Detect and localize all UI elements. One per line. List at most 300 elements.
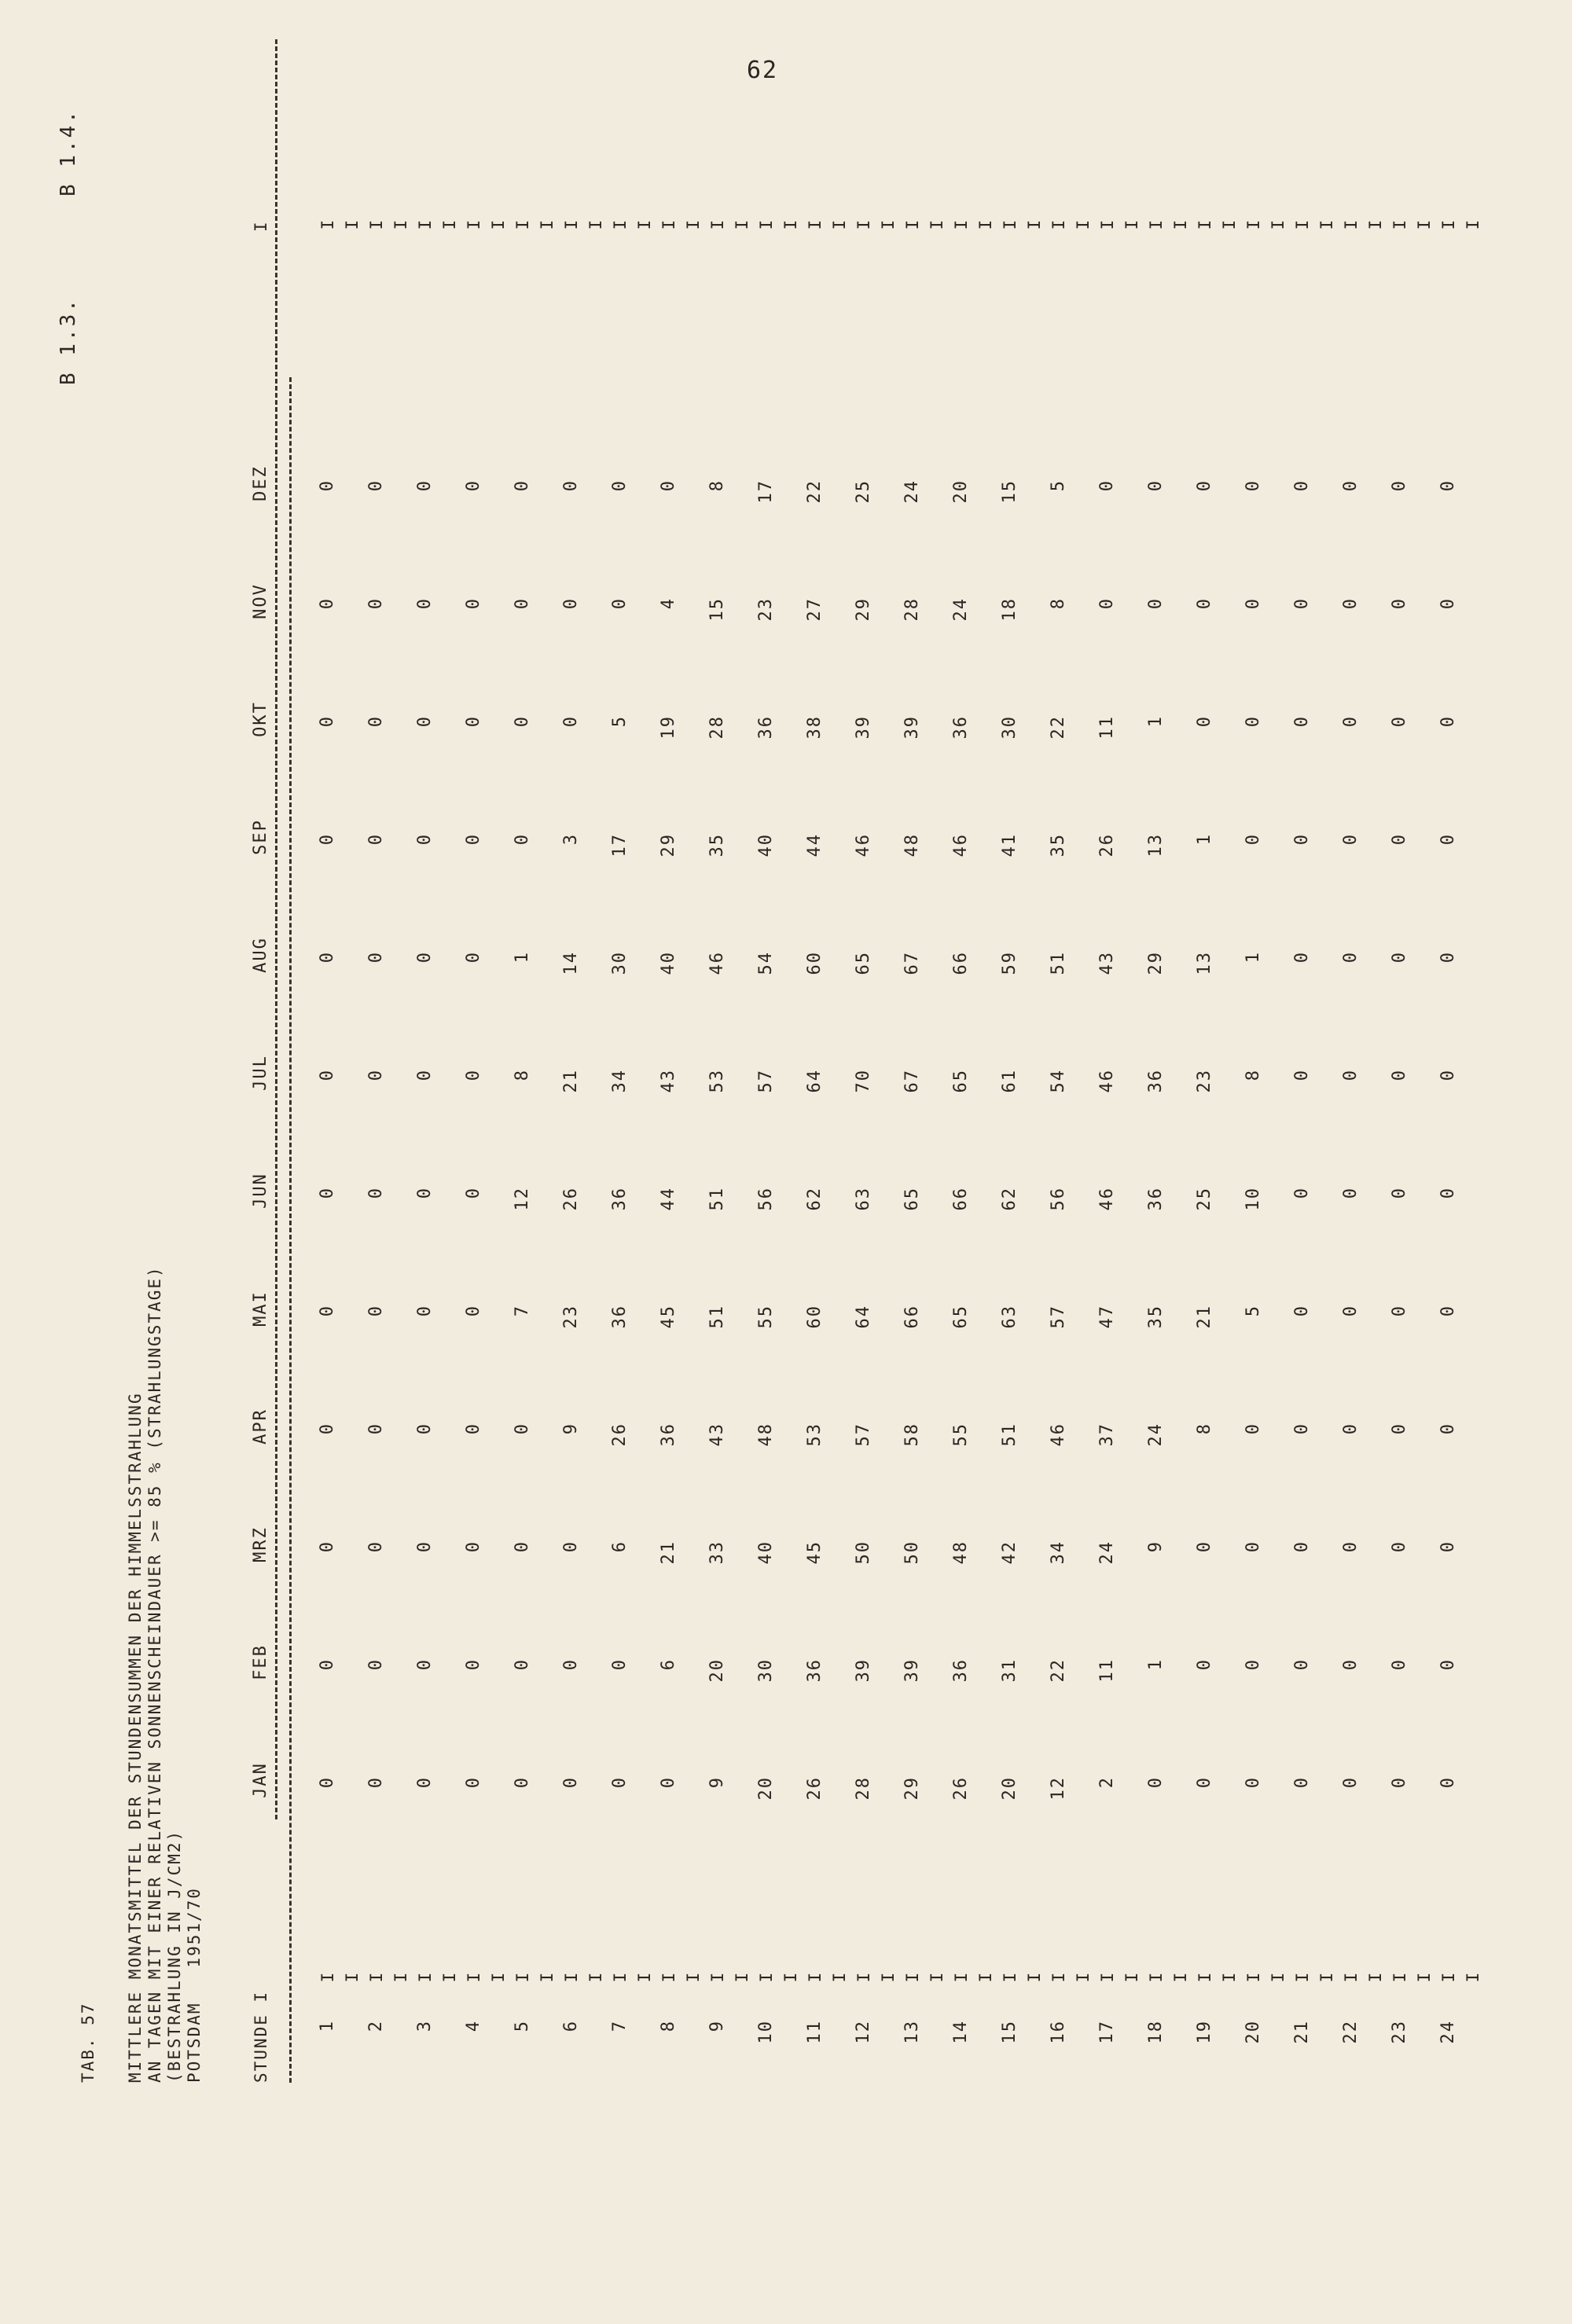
table-cell: 0 [1292,833,1312,846]
table-cell: 45 [659,1305,678,1329]
table-cell: 0 [1390,715,1409,728]
table-cell: 48 [902,833,922,857]
month-header-apr: APR [251,1408,270,1445]
table-cell: 61 [1000,1069,1019,1093]
table-cell: 29 [902,1776,922,1801]
table-cell: 66 [951,951,971,975]
table-cell: 57 [1049,1305,1068,1329]
table-cell: 46 [1097,1069,1117,1093]
row-end-marker: I [1147,218,1166,230]
row-separator-marker: I [1147,1970,1166,1983]
table-cell: 0 [610,1658,630,1671]
table-cell: 55 [756,1305,776,1329]
table-cell: 8 [1195,1423,1214,1435]
table-cell: 36 [1146,1187,1166,1211]
table-cell: 59 [1000,951,1019,975]
row-end-marker: I [1074,218,1093,230]
table-cell: 43 [707,1423,727,1447]
title-line-3: (BESTRAHLUNG IN J/CM2) [165,1829,184,2083]
table-cell: 54 [1049,1069,1068,1093]
row-separator-marker: I [1025,1970,1044,1983]
row-separator-marker: I [538,1970,556,1983]
row-end-marker: I [611,218,630,230]
table-cell: 39 [902,1658,922,1683]
table-cell: 0 [318,1540,337,1553]
table-cell: 0 [366,833,386,846]
table-cell: 48 [756,1423,776,1447]
table-cell: 0 [366,1423,386,1435]
table-cell: 24 [902,479,922,504]
row-separator-marker: I [416,1970,435,1983]
table-cell: 0 [318,1069,337,1081]
row-separator-marker: I [1317,1970,1336,1983]
table-cell: 51 [707,1305,727,1329]
table-cell: 21 [1195,1305,1214,1329]
table-cell: 29 [659,833,678,857]
table-cell: 0 [1195,479,1214,492]
table-cell: 15 [707,597,727,622]
row-separator-marker: I [684,1970,703,1983]
row-end-marker: I [440,218,459,230]
table-cell: 0 [415,1187,435,1199]
table-cell: 0 [512,1423,532,1435]
table-cell: 0 [1390,479,1409,492]
table-cell: 1 [1146,1658,1166,1671]
table-cell: 20 [756,1776,776,1801]
row-end-marker: I [1049,218,1068,230]
table-cell: 0 [415,597,435,610]
table-cell: 46 [707,951,727,975]
row-separator-marker: I [708,1970,727,1983]
table-cell: 1 [1243,951,1263,964]
table-cell: 60 [805,1305,825,1329]
table-cell: 0 [1390,1776,1409,1789]
table-cell: 0 [464,715,483,728]
hour-number: 14 [951,2020,971,2044]
table-cell: 0 [1146,597,1166,610]
table-cell: 8 [1049,597,1068,610]
page-number: 62 [746,57,779,84]
code-b13: B 1.3. [57,297,80,385]
hour-number: 12 [854,2020,873,2044]
code-b14: B 1.4. [57,108,80,196]
table-cell: 0 [1390,1423,1409,1435]
hour-separator-dashed-line [289,377,292,2083]
table-cell: 0 [1195,1540,1214,1553]
row-end-marker: I [416,218,435,230]
table-cell: 64 [805,1069,825,1093]
table-cell: 0 [464,1069,483,1081]
table-cell: 0 [415,1776,435,1789]
table-cell: 0 [1341,1776,1361,1789]
table-cell: 0 [1438,833,1458,846]
table-cell: 24 [1146,1423,1166,1447]
row-separator-marker: I [1098,1970,1117,1983]
table-cell: 0 [512,1658,532,1671]
table-cell: 0 [1243,1423,1263,1435]
table-cell: 0 [659,479,678,492]
table-cell: 0 [1292,1776,1312,1789]
title-line-1: MITTLERE MONATSMITTEL DER STUNDENSUMMEN DER HIMMELSSTRAHLUNG [126,1392,145,2083]
table-cell: 36 [659,1423,678,1447]
table-cell: 5 [610,715,630,728]
row-end-marker: I [489,218,508,230]
hour-number: 11 [805,2020,825,2044]
table-cell: 1 [1195,833,1214,846]
row-end-marker: I [1196,218,1214,230]
row-end-marker: I [513,218,532,230]
table-cell: 0 [415,1658,435,1671]
table-cell: 65 [951,1305,971,1329]
table-cell: 5 [1049,479,1068,492]
table-cell: 0 [415,479,435,492]
row-separator-marker: I [1244,1970,1263,1983]
month-header-feb: FEB [251,1644,270,1680]
table-cell: 0 [464,597,483,610]
table-cell: 50 [902,1540,922,1565]
row-end-marker: I [1366,218,1385,230]
row-end-marker: I [1025,218,1044,230]
table-cell: 22 [1049,715,1068,740]
table-cell: 21 [659,1540,678,1565]
table-cell: 3 [561,833,581,846]
table-cell: 5 [1243,1305,1263,1317]
table-cell: 44 [805,833,825,857]
row-separator-marker: I [1342,1970,1361,1983]
table-cell: 7 [512,1305,532,1317]
table-cell: 0 [366,1776,386,1789]
table-cell: 0 [1292,1187,1312,1199]
row-separator-marker: I [952,1970,971,1983]
table-cell: 23 [561,1305,581,1329]
table-cell: 0 [610,597,630,610]
table-cell: 0 [1292,951,1312,964]
table-cell: 0 [610,1776,630,1789]
table-cell: 0 [512,715,532,728]
row-separator-marker: I [1001,1970,1019,1983]
row-separator-marker: I [513,1970,532,1983]
table-cell: 40 [756,1540,776,1565]
table-cell: 46 [1049,1423,1068,1447]
table-id: TAB. 57 [79,2002,97,2083]
table-cell: 13 [1195,951,1214,975]
row-end-marker: I [1244,218,1263,230]
table-cell: 0 [1438,1658,1458,1671]
table-cell: 0 [318,1187,337,1199]
table-cell: 28 [707,715,727,740]
table-cell: 45 [805,1540,825,1565]
table-cell: 8 [707,479,727,492]
table-cell: 0 [464,833,483,846]
table-cell: 33 [707,1540,727,1565]
table-cell: 36 [610,1305,630,1329]
table-cell: 38 [805,715,825,740]
table-cell: 17 [610,833,630,857]
table-cell: 35 [1146,1305,1166,1329]
table-cell: 0 [1438,1776,1458,1789]
hour-number: 7 [610,2020,630,2032]
table-cell: 50 [854,1540,873,1565]
table-cell: 60 [805,951,825,975]
table-cell: 0 [1292,1423,1312,1435]
table-cell: 26 [610,1423,630,1447]
row-end-marker: I [1439,218,1458,230]
table-cell: 0 [1146,479,1166,492]
row-end-marker: I [465,218,483,230]
row-end-marker: I [635,218,654,230]
table-cell: 67 [902,1069,922,1093]
table-cell: 0 [1438,1423,1458,1435]
table-cell: 0 [415,1540,435,1553]
row-end-marker: I [806,218,825,230]
table-cell: 0 [1438,1305,1458,1317]
hour-number: 8 [659,2020,678,2032]
table-cell: 0 [1390,1187,1409,1199]
row-separator-marker: I [367,1970,386,1983]
table-cell: 0 [318,1776,337,1789]
table-cell: 39 [854,1658,873,1683]
table-cell: 0 [1097,479,1117,492]
table-cell: 67 [902,951,922,975]
table-cell: 22 [1049,1658,1068,1683]
table-cell: 57 [854,1423,873,1447]
row-separator-marker: I [1049,1970,1068,1983]
table-cell: 23 [756,597,776,622]
table-cell: 66 [902,1305,922,1329]
row-separator-marker: I [854,1970,873,1983]
hour-number: 3 [415,2020,435,2032]
table-cell: 46 [951,833,971,857]
row-end-marker: I [733,218,751,230]
table-cell: 14 [561,951,581,975]
table-cell: 0 [464,479,483,492]
table-cell: 44 [659,1187,678,1211]
hour-number: 19 [1195,2020,1214,2044]
table-cell: 10 [1243,1187,1263,1211]
row-end-marker: I [927,218,946,230]
row-end-marker: I [1293,218,1312,230]
table-cell: 0 [366,1069,386,1081]
row-separator-marker: I [1366,1970,1385,1983]
month-header-jul: JUL [251,1055,270,1091]
table-cell: 19 [659,715,678,740]
table-cell: 29 [854,597,873,622]
table-cell: 0 [1390,1069,1409,1081]
table-cell: 12 [1049,1776,1068,1801]
row-separator-marker: I [635,1970,654,1983]
row-end-marker: I [343,218,362,230]
title-line-4: POTSDAM 1951/70 [185,1887,204,2083]
row-separator-marker: I [976,1970,995,1983]
month-header-mai: MAI [251,1290,270,1327]
row-end-marker: I [318,218,337,230]
table-cell: 65 [854,951,873,975]
table-cell: 0 [366,1540,386,1553]
table-cell: 53 [707,1069,727,1093]
table-cell: 31 [1000,1658,1019,1683]
hour-number: 10 [756,2020,776,2044]
table-cell: 0 [512,479,532,492]
table-cell: 17 [756,479,776,504]
table-cell: 47 [1097,1305,1117,1329]
table-cell: 0 [561,479,581,492]
table-cell: 0 [512,597,532,610]
month-header-jan: JAN [251,1762,270,1798]
table-cell: 66 [951,1187,971,1211]
row-separator-marker: I [830,1970,849,1983]
row-end-marker: I [903,218,922,230]
table-cell: 0 [1390,1658,1409,1671]
table-cell: 30 [756,1658,776,1683]
rotated-table-page [59,0,1572,2083]
table-cell: 12 [512,1187,532,1211]
table-cell: 0 [561,1658,581,1671]
table-cell: 0 [1097,597,1117,610]
table-cell: 23 [1195,1069,1214,1093]
hour-number: 23 [1390,2020,1409,2044]
table-cell: 0 [1341,597,1361,610]
table-cell: 0 [561,715,581,728]
table-cell: 42 [1000,1540,1019,1565]
row-end-marker: I [391,218,410,230]
table-cell: 0 [1390,1305,1409,1317]
month-header-sep: SEP [251,819,270,855]
row-end-marker: I [1122,218,1141,230]
table-cell: 56 [756,1187,776,1211]
table-cell: 0 [1243,833,1263,846]
row-separator-marker: I [1464,1970,1482,1983]
table-cell: 70 [854,1069,873,1093]
table-cell: 46 [854,833,873,857]
row-separator-marker: I [781,1970,800,1983]
hour-number: 4 [464,2020,483,2032]
header-dashed-line [275,39,277,1819]
table-cell: 0 [464,1423,483,1435]
row-separator-marker: I [586,1970,605,1983]
table-cell: 20 [707,1658,727,1683]
row-end-marker: I [562,218,581,230]
row-separator-marker: I [1293,1970,1312,1983]
table-cell: 56 [1049,1187,1068,1211]
table-cell: 0 [464,1658,483,1671]
table-cell: 43 [1097,951,1117,975]
table-cell: 0 [1243,1658,1263,1671]
table-cell: 0 [1243,479,1263,492]
table-cell: 11 [1097,715,1117,740]
table-cell: 0 [415,833,435,846]
table-cell: 0 [366,1658,386,1671]
table-cell: 0 [415,715,435,728]
row-end-marker: I [1098,218,1117,230]
table-cell: 22 [805,479,825,504]
table-cell: 0 [512,833,532,846]
table-cell: 0 [1438,715,1458,728]
table-cell: 29 [1146,951,1166,975]
table-cell: 55 [951,1423,971,1447]
table-cell: 0 [561,1776,581,1789]
row-end-marker: I [1220,218,1239,230]
row-end-marker: I [879,218,898,230]
table-cell: 0 [318,1658,337,1671]
hour-number: 1 [318,2020,337,2032]
table-cell: 2 [1097,1776,1117,1789]
table-cell: 34 [1049,1540,1068,1565]
table-cell: 4 [659,597,678,610]
table-cell: 9 [707,1776,727,1789]
row-end-marker: I [1001,218,1019,230]
table-cell: 0 [1438,1540,1458,1553]
table-cell: 36 [951,715,971,740]
month-header-okt: OKT [251,701,270,737]
row-end-marker: I [952,218,971,230]
title-line-2: AN TAGEN MIT EINER RELATIVEN SONNENSCHEINDAUER >= 85 % (STRAHLUNGSTAGE) [145,1265,164,2083]
table-cell: 64 [854,1305,873,1329]
table-cell: 0 [318,1305,337,1317]
table-cell: 0 [366,597,386,610]
table-cell: 43 [659,1069,678,1093]
table-cell: 36 [756,715,776,740]
table-cell: 46 [1097,1187,1117,1211]
table-cell: 51 [1000,1423,1019,1447]
row-separator-marker: I [343,1970,362,1983]
table-cell: 1 [512,951,532,964]
hour-number: 18 [1146,2020,1166,2044]
table-cell: 0 [1390,597,1409,610]
table-cell: 0 [464,1776,483,1789]
table-cell: 0 [1341,1305,1361,1317]
month-header-dez: DEZ [251,465,270,501]
hour-number: 24 [1438,2020,1458,2044]
table-cell: 53 [805,1423,825,1447]
table-cell: 0 [318,951,337,964]
table-cell: 18 [1000,597,1019,622]
hour-number: 15 [1000,2020,1019,2044]
hour-number: 9 [707,2020,727,2032]
table-cell: 0 [415,1423,435,1435]
table-cell: 0 [1390,1540,1409,1553]
row-separator-marker: I [806,1970,825,1983]
row-end-marker: I [781,218,800,230]
table-cell: 0 [415,951,435,964]
row-separator-marker: I [611,1970,630,1983]
table-cell: 26 [561,1187,581,1211]
table-cell: 25 [854,479,873,504]
table-cell: 0 [366,715,386,728]
table-cell: 28 [854,1776,873,1801]
row-end-marker: I [1171,218,1190,230]
table-cell: 9 [1146,1540,1166,1553]
table-cell: 6 [659,1658,678,1671]
table-cell: 0 [1195,1658,1214,1671]
row-separator-marker: I [1415,1970,1434,1983]
table-cell: 26 [805,1776,825,1801]
hour-number: 17 [1097,2020,1117,2044]
table-cell: 0 [1292,479,1312,492]
row-end-marker: I [1342,218,1361,230]
table-cell: 0 [366,1187,386,1199]
table-cell: 0 [1292,1658,1312,1671]
table-cell: 57 [756,1069,776,1093]
row-separator-marker: I [1439,1970,1458,1983]
table-cell: 40 [659,951,678,975]
table-cell: 0 [1390,951,1409,964]
table-cell: 0 [512,1776,532,1789]
row-separator-marker: I [757,1970,776,1983]
table-cell: 0 [1292,1305,1312,1317]
table-cell: 0 [1438,479,1458,492]
row-separator-marker: I [1171,1970,1190,1983]
table-cell: 0 [1195,1776,1214,1789]
